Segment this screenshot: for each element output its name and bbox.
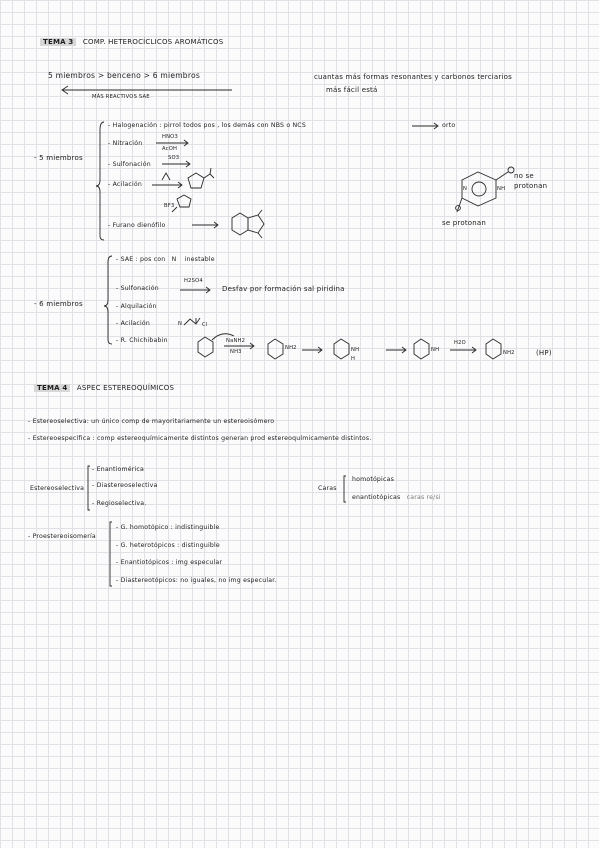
regioselectiva-item: - Regioselectiva. [92,500,147,507]
sulfonation6-arrow-head [206,287,210,293]
no-se-protonan-note: no se protonan [514,172,548,190]
sae6-inestable: inestable [184,256,215,263]
acyl-product-side [204,174,214,178]
diastereoselectiva-item: - Diastereoselectiva [92,482,158,489]
sae6-text: - SAE : pos con [116,256,166,263]
protonation-ring [462,172,496,206]
lone-pair-ring-left [456,206,461,211]
sulfonation-arrow-head [186,161,190,167]
furan-product-imide [248,215,264,233]
chichibabin-int-1 [268,339,283,359]
chichibabin-pyridine [198,337,213,357]
caras-label: Caras [318,485,337,492]
enantiotopicas-item [352,494,441,501]
bf3-reagent: BF3 [164,203,175,209]
resonance-note-1: cuantas más formas resonantes y carbonos terciarios [314,73,512,81]
mas-reactivos-label: MÁS REACTIVOS SAE [92,94,150,100]
caras-re-si: caras re/si [406,494,441,501]
brace-6-miembros [104,256,112,344]
acilacion5-item: - Acilación [108,181,142,188]
brace-estereoselectiva [88,466,90,510]
enantiotopicos-item: - Enantiotópicos : img especular [116,559,223,566]
resonance-note-2: más fácil está [326,86,378,94]
tema3-header [40,38,223,46]
proestereo-label: - Proestereoisomería [28,533,96,540]
furan-product-benzene [232,213,248,235]
tema4-header [34,384,174,392]
g-homotopico-item: - G. homotópico : indistinguible [116,524,220,531]
chichibabin-item: - R. Chichibabin [116,337,168,344]
nh3-reagent: NH3 [230,349,242,355]
so3-reagent: SO3 [168,155,180,161]
alquilacion-item: - Alquilación [116,303,157,310]
se-protonan-note: se protonan [442,219,487,227]
product-nh2: NH2 [503,350,515,356]
orto-label: orto [442,122,456,129]
estereoespecifica-def: - Estereoespecífica : comp estereoquímicamente distintos generan prod estereoquímicamente distintos. [28,435,372,442]
enantiotopicas-text: enantiotópicas [352,494,401,501]
h2so4-reagent: H2SO4 [184,278,203,284]
acyl6-n: N [178,321,183,327]
int3-nh: NH [431,347,440,353]
reactivity-order: 5 miembros > benceno > 6 miembros [48,71,200,80]
desfav-note: Desfav por formación sal piridina [222,285,345,293]
acoh-reagent: AcOH [162,146,178,152]
protonation-ring-circle [472,182,486,196]
acylation-arrow-head [178,182,182,188]
brace-caras [344,476,346,502]
cinco-miembros-label: - 5 miembros [34,154,83,162]
chichibabin-product [486,339,501,359]
furan-arrow-head [214,222,218,228]
nitration-arrow-head [184,140,188,146]
homotopicas-item: homotópicas [352,476,394,483]
int2-h: H [351,356,356,362]
orto-arrow-head [434,123,438,129]
acyl-product-o [210,168,211,174]
acilacion6-item: - Acilación [116,320,150,327]
furan-product-o1 [258,210,262,215]
estereoselectiva-label: Estereoselectiva [30,485,85,492]
chichibabin-int-2 [334,339,349,359]
chichibabin-arrow-1-head [250,343,254,349]
acyl6-sketch [184,318,200,325]
seis-miembros-label: - 6 miembros [34,300,83,308]
ring-n-label: N [463,186,468,192]
hp-label: (HP) [536,349,552,357]
reactivity-arrow-head [62,86,68,94]
estereoselectiva-def: - Estereoselectiva: un único comp de mayoritariamente un estereoisómero [28,418,275,425]
sulfonacion6-item: - Sulfonación [116,285,159,292]
acyl-product-ring [188,173,204,188]
furano-item: - Furano dienófilo [108,222,166,229]
diastereotopicos-item: - Diastereotópicos: no iguales, no img especular. [116,577,277,584]
brace-proestereo [110,522,112,586]
g-heterotopico-item: - G. heterotópicos : distinguible [116,542,220,549]
enantiomerica-item: - Enantiomérica [92,466,144,473]
sae6-item [116,256,215,263]
bf3-ring [177,195,191,207]
furan-product-o2 [258,233,262,238]
nitracion-item: - Nitración [108,140,143,147]
sulfonacion5-item: - Sulfonación [108,161,151,168]
ring-nh-label: NH [497,186,506,192]
acyl6-cl: Cl [202,322,208,328]
chichibabin-int-3 [414,339,429,359]
tema4-title: ASPEC ESTEREOQUÍMICOS [76,384,175,392]
acyl-reagent-sketch [162,173,170,180]
h2o-reagent: H2O [454,340,466,346]
tema3-label: TEMA 3 [40,38,76,46]
no-protonan-pointer [496,172,508,180]
halogenacion-item: - Halogenación : pirrol todos pos , los demás con NBS o NCS [108,122,306,129]
hno3-reagent: HNO3 [162,134,178,140]
int2-nh: NH [351,347,360,353]
chichibabin-arrow-4-head [472,347,476,353]
int1-nh2: NH2 [285,345,297,351]
nanh2-reagent: NaNH2 [226,338,246,344]
se-protonan-pointer [457,198,462,212]
tema3-title: COMP. HETEROCÍCLICOS AROMÁTICOS [82,38,224,46]
chichibabin-arrow-2-head [318,347,322,353]
chichibabin-arrow-3-head [402,347,406,353]
tema4-label: TEMA 4 [34,384,70,392]
brace-5-miembros [96,122,104,240]
sae6-n-plus: N [171,256,177,263]
